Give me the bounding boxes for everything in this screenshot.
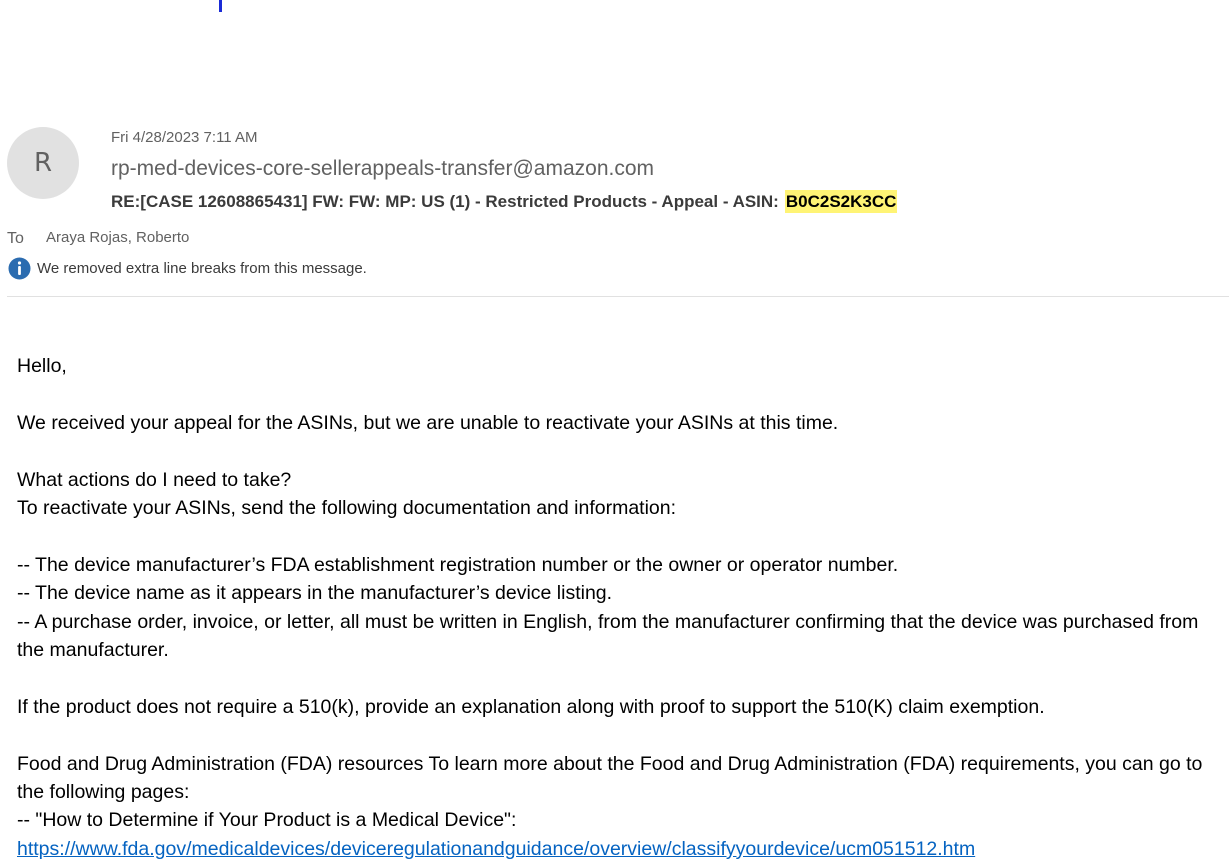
- sender-address[interactable]: rp-med-devices-core-sellerappeals-transfer@amazon.com: [111, 157, 655, 180]
- body-bullet-device-name: -- The device name as it appears in the manufacturer’s device listing.: [17, 582, 613, 605]
- subject-text: RE:[CASE 12608865431] FW: FW: MP: US (1) - Restricted Products - Appeal - ASIN:: [111, 192, 779, 211]
- body-bullet-registration: -- The device manufacturer’s FDA establishment registration number or the owner or operator number.: [17, 553, 899, 576]
- message-subject: [111, 192, 897, 212]
- subject-asin-highlight: B0C2S2K3CC: [785, 192, 897, 211]
- fda-link[interactable]: https://www.fda.gov/medicaldevices/deviceregulationandguidance/overview/classifyyourdevice/ucm051512.htm: [17, 837, 976, 860]
- avatar-initial: R: [33, 148, 53, 178]
- info-icon: [8, 257, 31, 280]
- body-line-510k: If the product does not require a 510(k), provide an explanation along with proof to support the 510(K) claim exemption.: [17, 695, 1045, 718]
- sender-avatar[interactable]: [7, 127, 79, 199]
- body-greeting: Hello,: [17, 355, 67, 377]
- message-date: Fri 4/28/2023 7:11 AM: [111, 129, 258, 146]
- body-bullet-purchase-order: -- A purchase order, invoice, or letter, all must be written in English, from the manufacturer confirming that the device was purchased from the manufacturer.: [17, 610, 1199, 662]
- message-body: [17, 352, 1223, 863]
- text-cursor: [219, 0, 222, 12]
- body-line-how-to: -- "How to Determine if Your Product is a Medical Device":: [17, 809, 517, 832]
- body-line-fda-resources: Food and Drug Administration (FDA) resources To learn more about the Food and Drug Administration (FDA) requirements, you can go to the following pages:: [17, 752, 1203, 804]
- body-line-actions-question: What actions do I need to take?: [17, 468, 292, 491]
- recipient-name[interactable]: Araya Rojas, Roberto: [46, 229, 190, 246]
- header-divider: [7, 296, 1229, 297]
- body-line-received: We received your appeal for the ASINs, but we are unable to reactivate your ASINs at this time.: [17, 411, 839, 434]
- body-line-reactivate: To reactivate your ASINs, send the following documentation and information:: [17, 497, 677, 519]
- info-notice-text: We removed extra line breaks from this message.: [37, 260, 367, 277]
- info-notice: [8, 257, 367, 280]
- to-label: To: [7, 230, 24, 247]
